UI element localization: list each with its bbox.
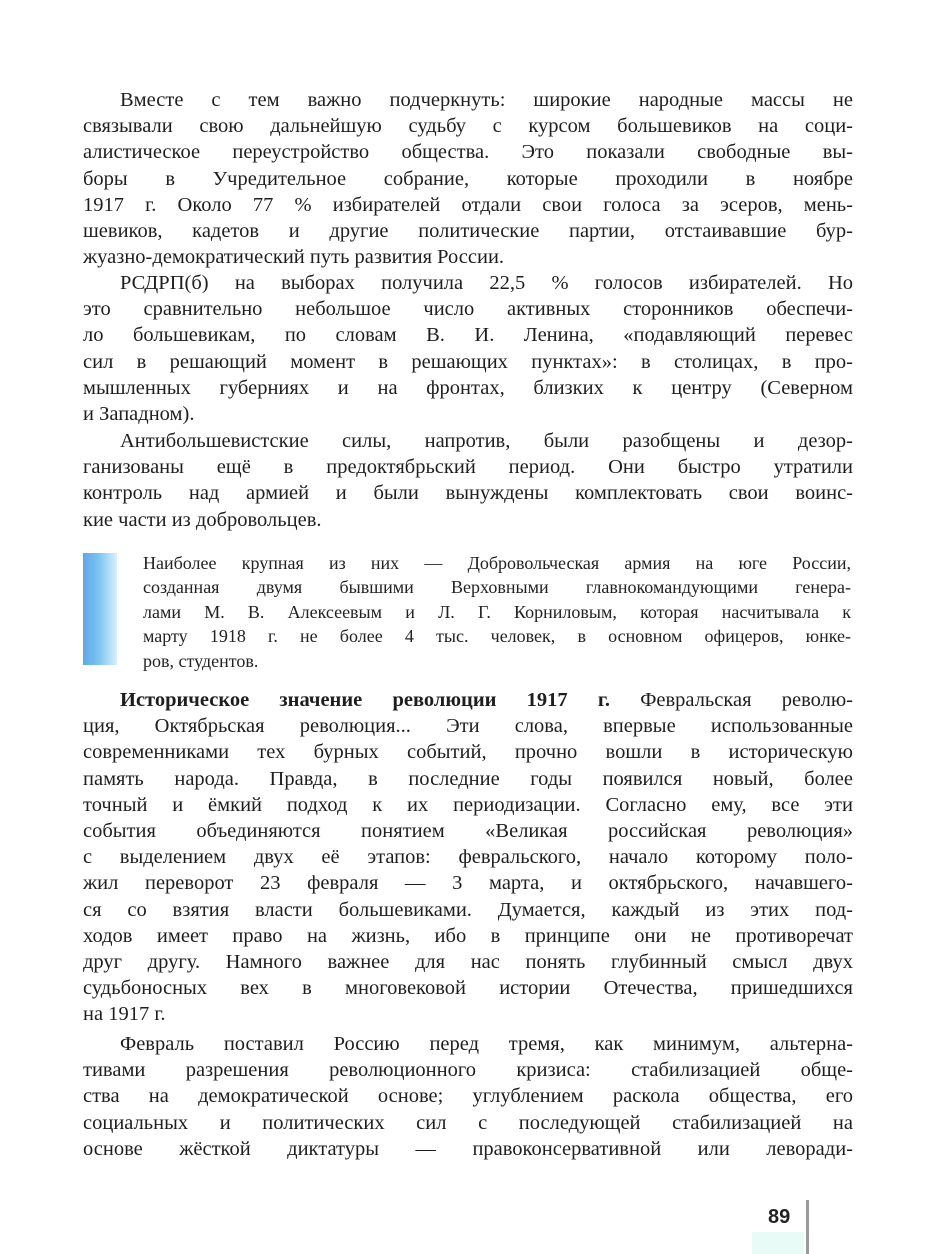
text-line: 1917 г. Около 77 % избирателей отдали свои голоса за эсеров, мень- xyxy=(83,193,853,216)
text-line: ганизованы ещё в предоктябрьский период. Они быстро утратили xyxy=(83,456,853,479)
section-first-line-text: Февральская револю- xyxy=(610,689,853,711)
section-body xyxy=(83,713,853,1027)
page-number: 89 xyxy=(768,1206,791,1228)
text-line: основе жёсткой диктатуры — правоконсервативной или леворади- xyxy=(83,1137,853,1160)
text-line: друг другу. Намного важнее для нас понять глубинный смысл двух xyxy=(83,950,853,973)
paragraph-final xyxy=(83,1031,853,1162)
text-line: марту 1918 г. не более 4 тыс. человек, в основном офицеров, юнке- xyxy=(143,626,851,647)
text-line: жуазно-демократический путь развития России. xyxy=(83,246,505,269)
text-line: сил в решающий момент в решающих пунктах»: в столицах, в про- xyxy=(83,350,853,373)
text-line: связывали свою дальнейшую судьбу с курсом большевиков на соци- xyxy=(83,115,853,138)
text-line: с выделением двух её этапов: февральского, начало которому поло- xyxy=(83,846,853,869)
sidebar-note xyxy=(83,551,853,671)
note-text xyxy=(143,551,851,673)
text-line: шевиков, кадетов и другие политические партии, отстаивавшие бур- xyxy=(83,219,853,242)
text-line: ся со взятия власти большевиками. Думается, каждый из этих под- xyxy=(83,898,853,921)
text-line: современниками тех бурных событий, прочно вошли в историческую xyxy=(83,741,853,764)
text-line: память народа. Правда, в последние годы появился новый, более xyxy=(83,767,853,790)
text-line: боры в Учредительное собрание, которые проходили в ноябре xyxy=(83,167,853,190)
text-line: лами М. В. Алексеевым и Л. Г. Корниловым, которая насчитывала к xyxy=(143,601,851,622)
text-line: Февраль поставил Россию перед тремя, как минимум, альтерна- xyxy=(120,1033,853,1055)
text-line: точный и ёмкий подход к их периодизации. Согласно ему, все эти xyxy=(83,793,853,816)
text-line: РСДРП(б) на выборах получила 22,5 % голосов избирателей. Но xyxy=(120,272,853,294)
text-line: ства на демократической основе; углублением раскола общества, его xyxy=(83,1085,853,1108)
text-line: жил переворот 23 февраля — 3 марта, и октябрьского, начавшего- xyxy=(83,872,853,895)
text-line: ров, студентов. xyxy=(143,650,259,671)
page-edge-rule xyxy=(806,1200,809,1254)
text-line: судьбоносных вех в многовековой истории Отечества, пришедшихся xyxy=(83,977,853,1000)
paragraph-2 xyxy=(83,270,853,427)
text-line: мышленных губерниях и на фронтах, близких к центру (Северном xyxy=(83,376,853,399)
section-first-line xyxy=(83,687,853,713)
text-line: Антибольшевистские силы, напротив, были разобщены и дезор- xyxy=(120,430,853,452)
section-historical-significance xyxy=(83,687,853,1027)
text-line: тивами разрешения революционного кризиса: стабилизацией обще- xyxy=(83,1059,853,1082)
text-line: ция, Октябрьская революция... Эти слова, впервые использованные xyxy=(83,715,853,738)
text-line: созданная двумя бывшими Верховными главнокомандующими генера- xyxy=(143,577,851,598)
text-line: контроль над армией и были вынуждены комплектовать свои воинс- xyxy=(83,482,853,505)
text-line: события объединяются понятием «Великая российская революция» xyxy=(83,819,853,842)
text-line: ло большевикам, по словам В. И. Ленина, «подавляющий перевес xyxy=(83,324,853,347)
section-heading: Историческое значение революции 1917 г. xyxy=(120,689,610,711)
text-line: Вместе с тем важно подчеркнуть: широкие народные массы не xyxy=(120,89,853,111)
paragraph-1 xyxy=(83,87,853,270)
text-line: на 1917 г. xyxy=(83,1003,166,1026)
text-line: это сравнительно небольшое число активных сторонников обеспечи- xyxy=(83,298,853,321)
text-line: социальных и политических сил с последующей стабилизацией на xyxy=(83,1111,853,1134)
text-line: Наиболее крупная из них — Добровольческая армия на юге России, xyxy=(143,553,851,573)
page-corner-tint xyxy=(752,1232,804,1254)
text-line: и Западном). xyxy=(83,402,195,425)
note-accent-bar xyxy=(83,553,117,665)
text-line: ходов имеет право на жизнь, ибо в принципе они не противоречат xyxy=(83,924,853,947)
text-line: алистическое переустройство общества. Это показали свободные вы- xyxy=(83,141,853,164)
text-line: кие части из добровольцев. xyxy=(83,508,322,531)
paragraph-3 xyxy=(83,428,853,533)
